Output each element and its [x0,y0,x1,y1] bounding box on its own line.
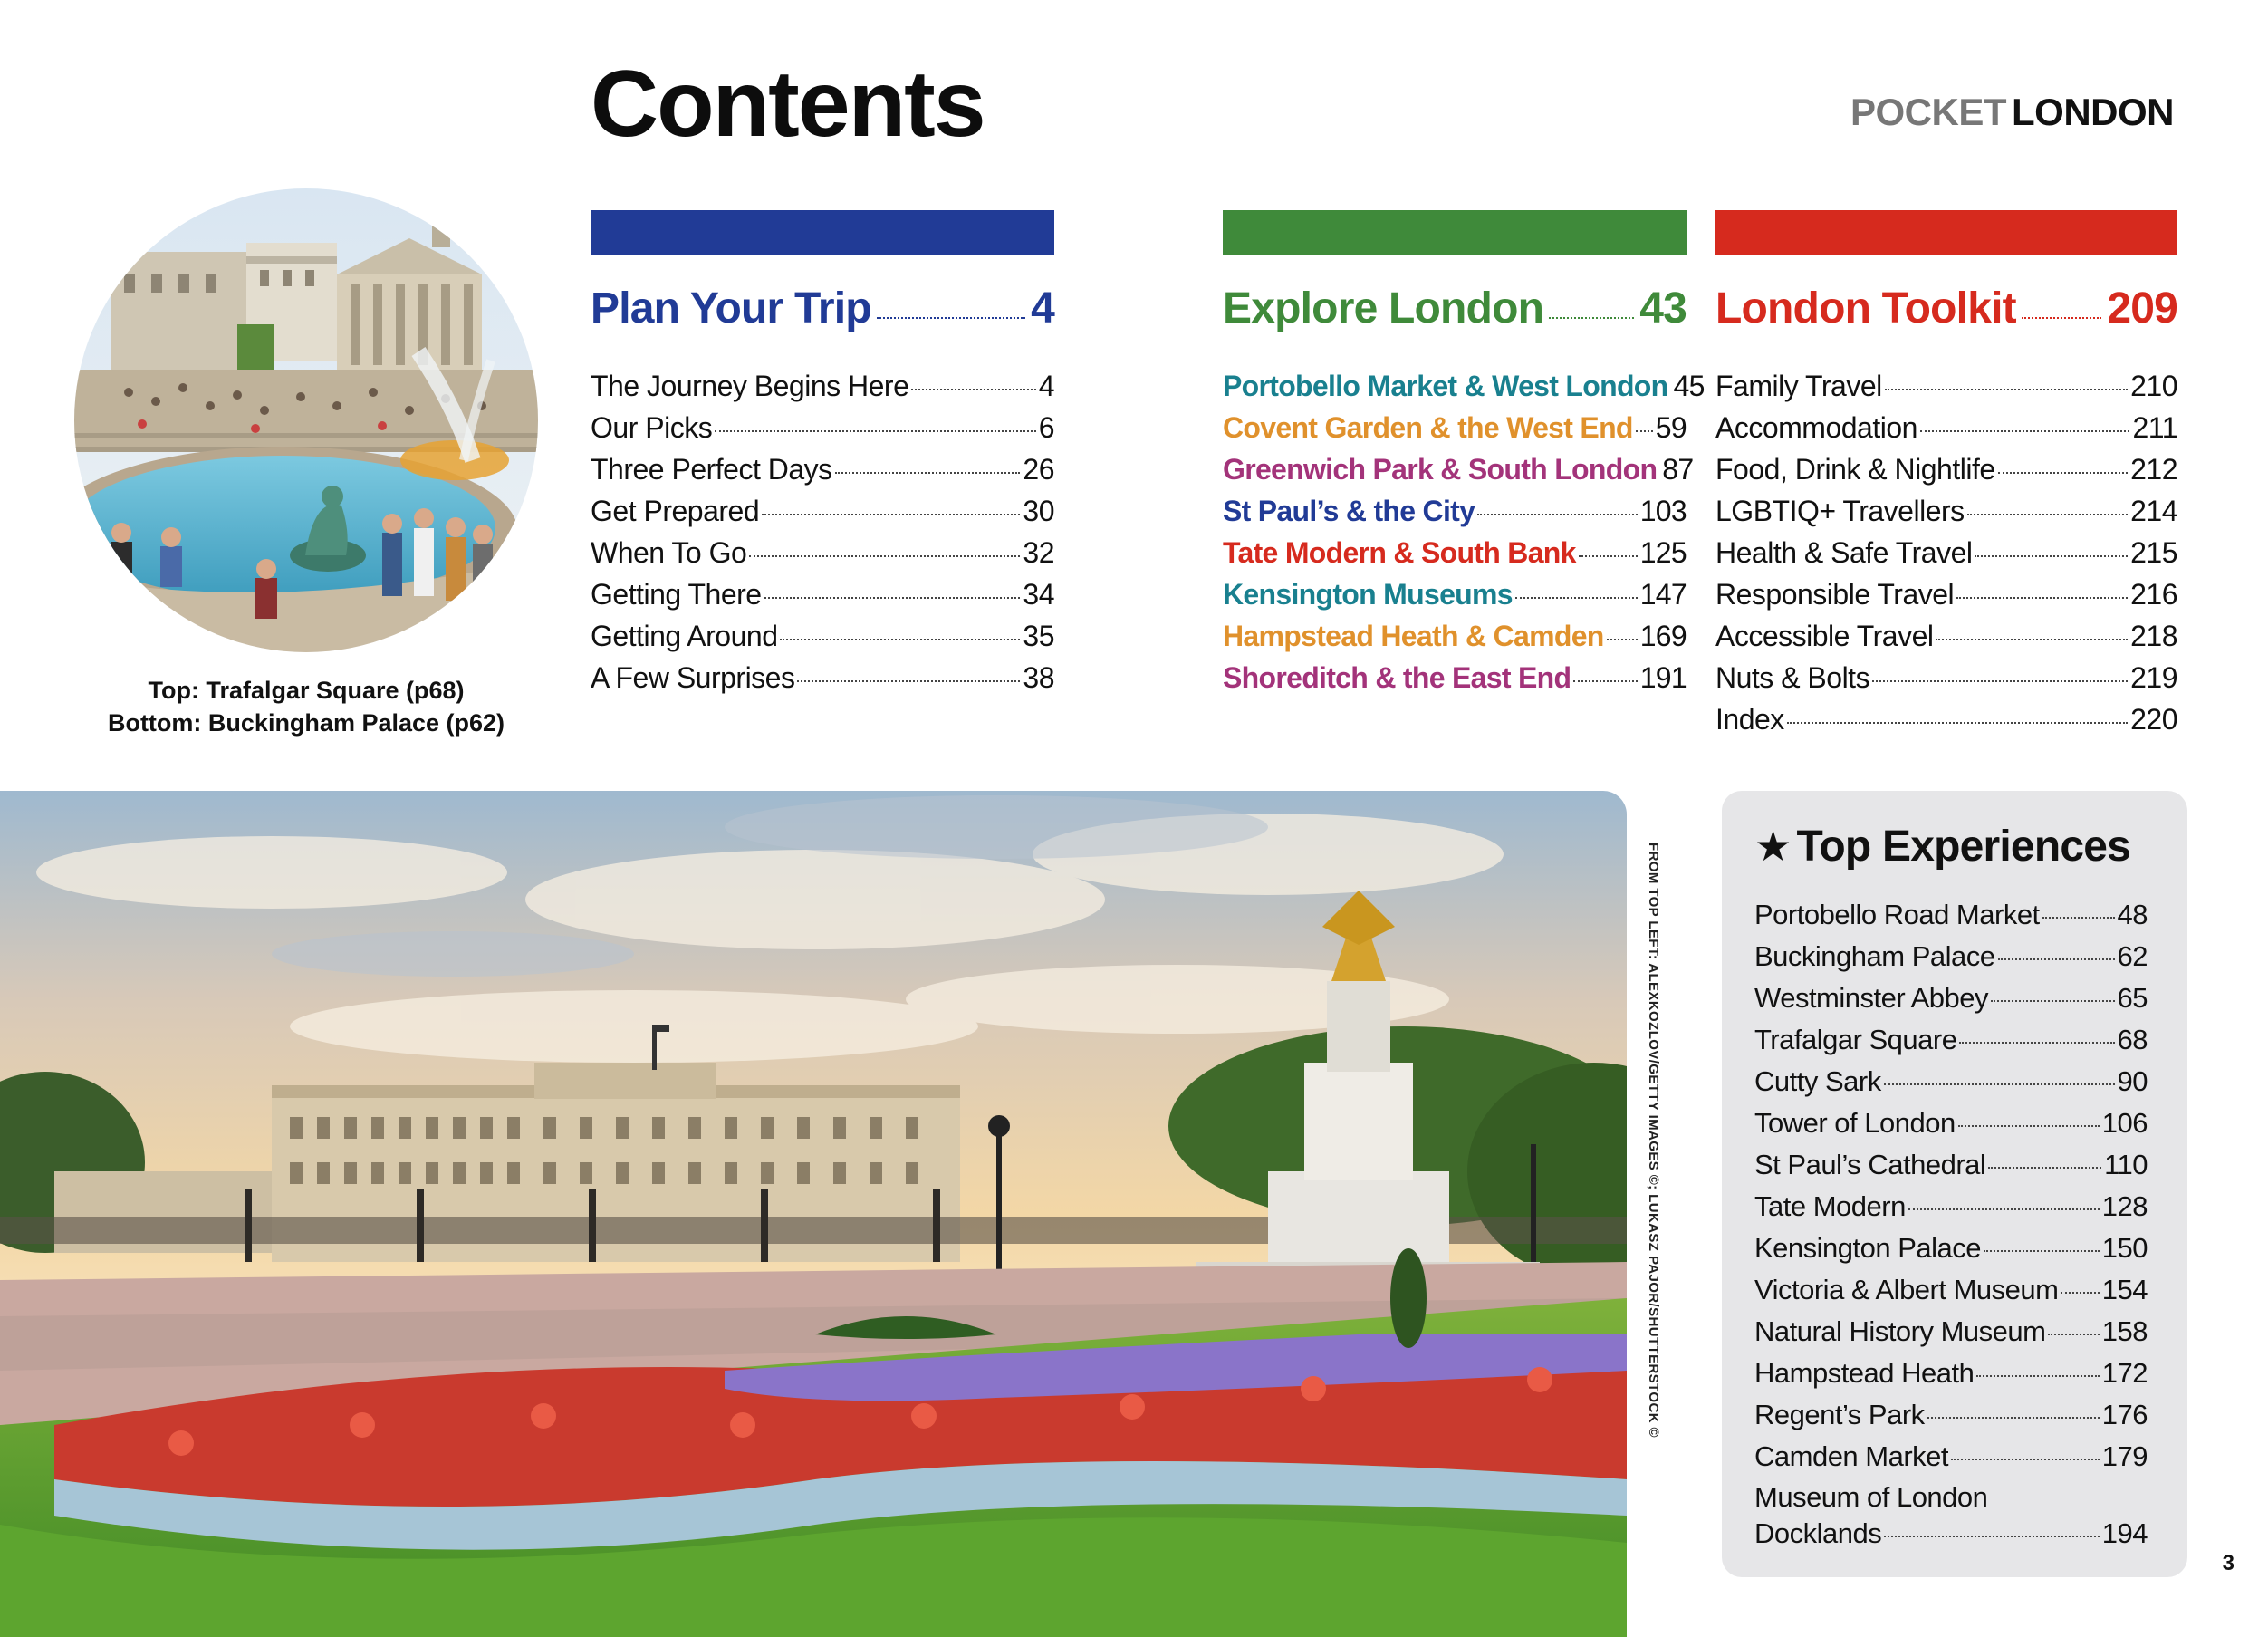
toc-entry-label: Portobello Market & West London [1223,370,1668,402]
toc-entry-page: 194 [2101,1517,2148,1549]
section-color-bar [1223,210,1687,255]
plan-toc-list [591,365,1054,698]
toc-entry[interactable] [1715,698,2177,740]
toc-entry-page: 26 [1023,453,1054,486]
toc-entry-label: Covent Garden & the West End [1223,411,1633,444]
toc-entry[interactable] [1223,657,1687,698]
toc-entry-label: St Paul’s & the City [1223,495,1475,527]
section-heading[interactable] [591,284,1054,338]
dot-leader [749,555,1020,557]
toc-entry[interactable] [591,365,1054,407]
toc-entry-label: Accommodation [1715,411,1917,444]
dot-leader [1988,1167,2101,1169]
toc-entry-label: Accessible Travel [1715,620,1934,652]
section-heading[interactable] [1715,284,2177,338]
toc-entry[interactable] [1715,657,2177,698]
dot-leader [1958,1125,2100,1127]
toc-entry-page: 211 [2132,411,2177,444]
dot-leader [1959,1042,2114,1044]
toc-entry-page: 48 [2117,899,2148,930]
toc-entry[interactable] [1754,1103,2148,1144]
toolkit-toc-list [1715,365,2177,740]
toc-entry[interactable] [1715,532,2177,573]
dot-leader [1920,430,2130,432]
toc-entry-page: 110 [2104,1149,2148,1180]
dot-leader [1927,1417,2100,1419]
toc-entry-page: 106 [2101,1107,2148,1139]
toc-entry-page: 214 [2130,495,2177,527]
toc-entry-label: Victoria & Albert Museum [1754,1274,2059,1305]
toc-entry-label: Cutty Sark [1754,1065,1881,1097]
dot-leader [1984,1250,2100,1252]
toc-entry-page: 68 [2117,1024,2148,1055]
dot-leader [2022,317,2102,319]
dot-leader [780,639,1020,640]
section-page: 4 [1031,284,1054,332]
toc-entry[interactable] [1715,573,2177,615]
toc-entry-label: Get Prepared [591,495,760,527]
toc-entry[interactable] [1754,1436,2148,1478]
dot-leader [762,514,1020,515]
toc-entry[interactable] [1223,615,1687,657]
toc-entry-page: 219 [2130,661,2177,694]
page-title: Contents [591,52,985,157]
toc-entry-page: 179 [2101,1440,2148,1472]
toc-entry-label: Trafalgar Square [1754,1024,1957,1055]
toc-entry-page: 128 [2101,1190,2148,1222]
toc-entry[interactable] [1223,490,1687,532]
toc-entry-page: 216 [2130,578,2177,611]
section-page: 43 [1639,284,1687,332]
brand-logo [1850,91,2174,134]
toc-entry-label: Getting There [591,578,762,611]
toc-entry[interactable] [1754,1269,2148,1311]
toc-entry-label: Natural History Museum [1754,1315,2046,1347]
toc-entry[interactable] [1754,936,2148,977]
toc-entry-page: 218 [2130,620,2177,652]
toc-entry-label: Responsible Travel [1715,578,1955,611]
toc-entry[interactable] [1223,407,1687,448]
toc-entry-page: 6 [1038,411,1054,444]
toc-entry-page: 220 [2130,703,2177,736]
toc-entry-page: 215 [2130,536,2177,569]
section-title: Plan Your Trip [591,284,871,332]
dot-leader [1579,555,1638,557]
toc-entry-page: 90 [2117,1065,2148,1097]
toc-entry-label: Three Perfect Days [591,453,832,486]
toc-entry[interactable] [1754,1353,2148,1394]
toc-entry[interactable] [1715,365,2177,407]
dot-leader [1998,472,2128,474]
dot-leader [1477,514,1637,515]
toc-entry-page: 158 [2101,1315,2148,1347]
section-title: London Toolkit [1715,284,2016,332]
dot-leader [877,317,1025,319]
toc-entry[interactable] [1754,1061,2148,1103]
toc-entry-label-line1: Museum of London [1754,1481,1988,1513]
section-heading[interactable] [1223,284,1687,338]
page-number: 3 [2222,1551,2234,1575]
dot-leader [835,472,1021,474]
toc-entry-page: 212 [2130,453,2177,486]
dot-leader [1936,639,2128,640]
brand-name: LONDON [2012,91,2174,133]
dot-leader [1998,958,2115,960]
toc-entry-page: 59 [1655,411,1687,444]
toc-entry-page: 125 [1639,536,1687,569]
toc-entry-label: LGBTIQ+ Travellers [1715,495,1965,527]
section-london-toolkit [1715,210,2177,740]
dot-leader [1976,1375,2099,1377]
toc-entry[interactable] [1754,1394,2148,1436]
toc-entry[interactable] [591,615,1054,657]
dot-leader [715,430,1036,432]
toc-entry-page: 172 [2101,1357,2148,1389]
section-plan-your-trip [591,210,1054,698]
dot-leader [1872,680,2128,682]
toc-entry-label: When To Go [591,536,747,569]
dot-leader [1967,514,2128,515]
toc-entry[interactable] [1715,448,2177,490]
dot-leader [1956,597,2128,599]
dot-leader [797,680,1020,682]
section-color-bar [591,210,1054,255]
dot-leader [911,389,1035,390]
toc-entry[interactable] [1754,1144,2148,1186]
toc-entry-page: 35 [1023,620,1054,652]
toc-entry-page: 4 [1038,370,1054,402]
toc-entry[interactable] [591,407,1054,448]
section-color-bar [1715,210,2177,255]
toc-entry-page: 87 [1662,453,1694,486]
toc-entry-label: Westminster Abbey [1754,982,1988,1014]
toc-entry[interactable] [591,573,1054,615]
toc-entry-page: 103 [1639,495,1687,527]
top-experiences-panel [1722,791,2187,1577]
toc-entry-label: Tate Modern & South Bank [1223,536,1576,569]
toc-entry[interactable] [1223,573,1687,615]
toc-entry-page: 34 [1023,578,1054,611]
star-icon: ★ [1754,823,1792,870]
toc-entry-label: Getting Around [591,620,778,652]
toc-entry-label: St Paul’s Cathedral [1754,1149,1986,1180]
toc-entry[interactable] [1715,490,2177,532]
toc-entry[interactable] [1754,1019,2148,1061]
dot-leader [1573,680,1637,682]
dot-leader [1787,722,2128,724]
dot-leader [1951,1459,2100,1460]
toc-entry[interactable] [1223,532,1687,573]
toc-entry-page: 32 [1023,536,1054,569]
toc-entry[interactable] [1223,365,1705,407]
toc-entry-page: 150 [2101,1232,2148,1264]
toc-entry-label: Regent’s Park [1754,1399,1925,1430]
toc-entry-label: Hampstead Heath & Camden [1223,620,1604,652]
toc-entry-label: Kensington Palace [1754,1232,1982,1264]
toc-entry-label: Tate Modern [1754,1190,1906,1222]
toc-entry-page: 169 [1639,620,1687,652]
toc-entry[interactable] [591,490,1054,532]
toc-entry[interactable] [1754,1228,2148,1269]
toc-entry-label: Index [1715,703,1784,736]
toc-entry-page: 38 [1023,661,1054,694]
dot-leader [2042,917,2115,919]
toc-entry-page: 62 [2117,940,2148,972]
trafalgar-square-photo [74,188,538,652]
toc-entry[interactable] [1754,894,2148,936]
toc-entry-label: Camden Market [1754,1440,1949,1472]
toc-entry-page: 30 [1023,495,1054,527]
dot-leader [1991,1000,2115,1002]
dot-leader [1885,389,2128,390]
dot-leader [1636,430,1653,432]
caption-bottom: Bottom: Buckingham Palace (p62) [107,709,505,737]
toc-entry-page: 176 [2101,1399,2148,1430]
toc-entry[interactable] [1715,615,2177,657]
toc-entry-page: 191 [1639,661,1687,694]
toc-entry[interactable] [1754,1186,2148,1228]
toc-entry[interactable] [1754,977,2148,1019]
toc-entry-label: Health & Safe Travel [1715,536,1973,569]
toc-entry-page: 65 [2117,982,2148,1014]
dot-leader [2048,1334,2099,1335]
explore-toc-list [1223,365,1705,698]
dot-leader [1884,1536,2100,1537]
toc-entry-label: The Journey Begins Here [591,370,909,402]
dot-leader [1549,317,1634,319]
toc-entry[interactable] [591,657,1054,698]
toc-entry-label: Tower of London [1754,1107,1956,1139]
dot-leader [764,597,1021,599]
toc-entry-label: Our Picks [591,411,713,444]
top-experiences-heading [1754,822,2130,871]
toc-entry-page: 210 [2130,370,2177,402]
toc-entry-label: Hampstead Heath [1754,1357,1975,1389]
toc-entry[interactable] [591,532,1054,573]
dot-leader [2061,1292,2099,1294]
toc-entry-label: Greenwich Park & South London [1223,453,1658,486]
toc-entry-label: A Few Surprises [591,661,795,694]
toc-entry-label: Portobello Road Market [1754,899,2040,930]
toc-entry-label: Family Travel [1715,370,1882,402]
toc-entry-page: 154 [2101,1274,2148,1305]
toc-entry-page: 147 [1639,578,1687,611]
section-page: 209 [2107,284,2177,332]
toc-entry[interactable] [1223,448,1694,490]
toc-entry[interactable] [1754,1311,2148,1353]
dot-leader [1908,1208,2100,1210]
top-experiences-title: Top Experiences [1796,823,2131,871]
section-explore-london [1223,210,1705,698]
brand-prefix: POCKET [1850,91,2006,133]
toc-entry[interactable] [1754,1479,2148,1552]
section-title: Explore London [1223,284,1544,332]
toc-entry[interactable] [591,448,1054,490]
toc-entry-label: Nuts & Bolts [1715,661,1870,694]
toc-entry-page: 45 [1673,370,1705,402]
photo-caption [76,674,536,739]
toc-entry-label-line2: Docklands [1754,1517,1882,1549]
dot-leader [1975,555,2128,557]
caption-top: Top: Trafalgar Square (p68) [148,677,465,704]
dot-leader [1515,597,1638,599]
toc-entry-label: Kensington Museums [1223,578,1513,611]
toc-entry-label: Shoreditch & the East End [1223,661,1571,694]
toc-entry-label: Food, Drink & Nightlife [1715,453,1995,486]
toc-entry[interactable] [1715,407,2177,448]
dot-leader [1607,639,1638,640]
top-experiences-list [1754,894,2148,1552]
buckingham-palace-photo [0,791,1627,1637]
toc-entry-label: Buckingham Palace [1754,940,1995,972]
dot-leader [1884,1083,2115,1085]
